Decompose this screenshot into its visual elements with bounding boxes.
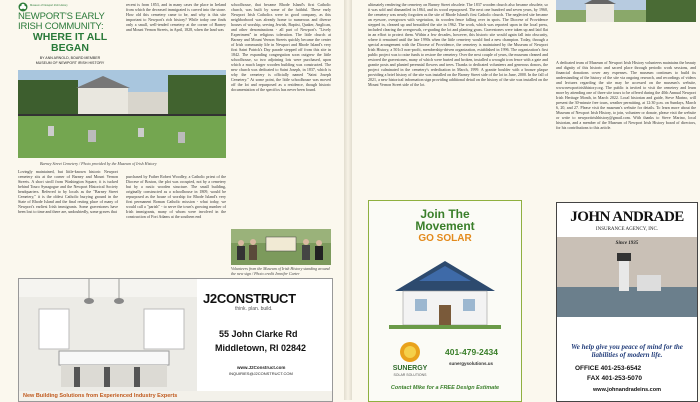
byline-author: BY ANN ARNOLD, BOARD MEMBER bbox=[39, 56, 101, 60]
volunteers-illustration bbox=[231, 229, 331, 265]
article-col1-bottom: Lovingly maintained, but little-known historic Newport cemetery sits at the corner of Barney and Mount Vernon Streets. A short stroll from Washington Square, it is tucked behind Touro Synagogue and the Newport Historical Society headquarters. Referred to by locals as the "Barney Street Cemetery," it is the oldest Catholic burying ground in the State of Rhode Island and the final resting place of many of Newport's earliest Irish immigrants. Some gravestones have been lost to time and there are, undoubtedly, some graves that bbox=[18, 169, 118, 214]
andrade-fax-number: 401-253-5070 bbox=[601, 375, 642, 382]
kitchen-photo bbox=[19, 279, 197, 391]
volunteers-photo-caption: Volunteers from the Museum of Irish History standing around the new sign / Photo credit Jennifer Carter bbox=[231, 266, 330, 276]
headline-line4: BEGAN bbox=[51, 42, 89, 54]
church-photo-strip bbox=[556, 0, 696, 22]
article-col2-bottom: purchased by Father Robert Woodley, a Catholic priest of the Diocese of Boston, the plot was occupied, not by a cemetery but by a rustic wooden structure. The small building, originally constructed as a schoolhouse in 1809, would be repurposed as the house of worship for Rhode Island's very first permanent Roman Catholic mission - what today, we would call a "parish" - to serve the town's growing number of Irish immigrants, many of whom were involved in the construction of Fort Adams at the southern end bbox=[126, 174, 226, 219]
andrade-office-phone[interactable]: 401-253-6542 bbox=[600, 365, 642, 372]
article-col2-top: recent is from 1853, and in many cases the place in Ireland from which the deceased immigrated is carved into the stone. How old this cemetery came to be, and why is this site important to Newport's rich history? While today one finds only a small, well-tended cemetery at the corner of Barney and Mount Vernon Streets, in April, 1828, when the land was bbox=[126, 2, 226, 32]
j2-address-line1: 55 John Clarke Rd bbox=[219, 329, 298, 339]
article-col4: ultimately rendering the cemetery on Barney Street obsolete. The 1837 wooden church also became obsolete, so it was sold and dismantled in 1864, and its wood repurposed. The next one hundred and seven years, by 1960, the cemetery was nearly forgotten as the site of Rhode Island's first Catholic church. The neglected site became an eyesore, overgrown with vegetation, its wooden fence falling over in spots. The Diocese of Providence stepped in, cleaned up and beautified the site in 1962. The work, which was reported upon in the local press, included clearing the overgrowth, re-grading the lot and planting grass. Gravestones were taken up and laid flat in an effort to protect them. Within a few decades, however, this historic site would again fall into obscurity, where it remained until the late 1990s when the little cemetery would find a new champion. Today, through a special arrangement with the Diocese of Providence, the cemetery is maintained by the Museum of Newport Irish History, a 501c3 non-profit, membership-driven organization, established in 1996. The organization's first public project was to raise funds to restore the cemetery. Over the next couple of years, the museum cleaned and restored the gravestones, many of which were buried and broken, installed a wrought iron fence with a gate and granite posts and planted perennial flowers and trees. Thanks to dedicated volunteers and generous donors, the project culminated in the cemetery's rededication in March, 1999. A granite boulder with a bronze plaque providing a brief history of the site was installed on the Barney Street side of the lot in June, 2000. In the fall of 2021, a new historical information sign providing additional detail on the history of the site was installed on the Mount Vernon Street side of the lot. bbox=[368, 2, 548, 87]
andrade-subtitle: INSURANCE AGENCY, INC. bbox=[595, 227, 659, 232]
andrade-ad bbox=[556, 202, 698, 402]
sunergy-ad bbox=[368, 200, 522, 402]
sunergy-sun-logo-icon bbox=[399, 341, 421, 363]
j2-website[interactable]: www.J2Construct.com bbox=[237, 365, 286, 370]
j2-bottom-banner: New Building Solutions from Experienced Industry Experts bbox=[19, 391, 333, 401]
volunteers-photo bbox=[231, 229, 331, 265]
kitchen-illustration bbox=[19, 279, 197, 391]
sunergy-heading3: GO SOLAR bbox=[418, 233, 472, 244]
cemetery-photo-caption: Barney Street Cemetery / Photo provided by the Museum of Irish History bbox=[40, 161, 157, 166]
j2-brand: J2CONSTRUCT bbox=[203, 291, 296, 306]
andrade-office-label: OFFICE bbox=[575, 365, 599, 372]
j2-email[interactable]: INQUIRIES@J2CONSTRUCT.COM bbox=[229, 371, 293, 376]
j2-tagline: think. plan. build. bbox=[235, 306, 273, 312]
article-col3: schoolhouse, that became Rhode Island's first Catholic church, was built by some of the faithful. These early Newport Irish Catholics were in good company, as this neighborhood was already home to numerous and diverse houses of worship, serving Jewish, Baptist, Quaker, Anglican, and other denominations - all part of Newport's "Lively Experiment" in religious toleration. The little church at Barney and Mount Vernon Streets quickly became the center of Irish community life in Newport and Rhode Island's very first Saint Patrick's Day parade stepped off from this site in 1842. The expanding congregation soon outgrew the little schoolhouse, so two adjoining lots were purchased, upon which a much larger wooden building was constructed. The new church was dedicated to Saint Joseph, in 1837, which is why the cemetery is officially named "Saint Joseph Cemetery." At some point, the little schoolhouse was moved off the lot and repurposed as a residence, though historic documentation of the specifics has never been found. bbox=[231, 2, 331, 92]
sunergy-brand: SUNERGY bbox=[392, 365, 428, 372]
andrade-slogan: We help give you peace of mind for the liabilities of modern life. bbox=[571, 343, 683, 359]
cemetery-photo bbox=[18, 70, 226, 158]
lighthouse-illustration bbox=[557, 237, 697, 317]
sunergy-heading2: Movement bbox=[415, 219, 475, 233]
headline-line2: IRISH COMMUNITY: bbox=[18, 21, 104, 32]
headline-line3: WHERE IT ALL bbox=[32, 31, 108, 43]
andrade-office-row bbox=[575, 365, 641, 372]
sunergy-heading1: Join The bbox=[420, 207, 470, 221]
andrade-name: JOHN ANDRADE bbox=[570, 209, 684, 225]
solar-house-illustration bbox=[389, 251, 501, 329]
andrade-since: Since 1935 bbox=[615, 241, 639, 246]
logo-text: Museum of Newport Irish History bbox=[30, 4, 68, 7]
article-col5: A dedicated team of Museum of Newport Irish History volunteers maintains the beauty and dignity of this historic and sacred place through periodic work sessions, and financial donations cover any expenses. The museum continues to build its understanding of the history of the site via ongoing research, and recordings of videos and lectures regarding the site may be accessed on the museum's website, www.newportirishhistory.org. The public is invited to visit the cemetery and learn more by attending one of three site tours to be offered during the 40th Annual Newport Irish Heritage Month, in March 2022. Local historian and guide, Steve Marino, will present the 30-minute free tours, weather permitting, at 12:30 p.m. on Sundays, March 6, 20, and 27. Please visit the museum's website for details. To learn more about the Museum of Newport Irish History, to join, volunteer or donate, please visit the website or write to newportirishhistory@gmail.com. With thanks to Steve Marino, local historian, and a member of the Museum of Newport Irish History board of directors, for his contributions to this article. bbox=[556, 60, 696, 130]
andrade-website[interactable]: www.johnandradeins.com bbox=[593, 387, 661, 393]
lighthouse-photo bbox=[557, 237, 697, 317]
church-photo-illustration bbox=[556, 0, 696, 22]
sunergy-subtitle: SOLAR SOLUTIONS bbox=[393, 373, 427, 377]
headline-line1: NEWPORT'S EARLY bbox=[18, 11, 105, 22]
headline bbox=[18, 12, 122, 66]
andrade-fax-label: FAX bbox=[587, 375, 600, 382]
cemetery-scene-illustration bbox=[18, 70, 226, 158]
j2construct-ad bbox=[18, 278, 333, 402]
j2-logo bbox=[203, 291, 327, 312]
j2-address-line2: Middletown, RI 02842 bbox=[215, 343, 307, 353]
andrade-fax-row bbox=[587, 375, 642, 382]
page-gutter bbox=[344, 0, 352, 400]
sunergy-phone[interactable]: 401-479-2434 bbox=[445, 347, 498, 357]
sunergy-website[interactable]: sunergysolutions.us bbox=[449, 361, 494, 366]
sunergy-cta: Contact Mike for a FREE Design Estimate bbox=[390, 385, 500, 391]
byline-org: MUSEUM OF NEWPORT IRISH HISTORY bbox=[35, 61, 105, 65]
